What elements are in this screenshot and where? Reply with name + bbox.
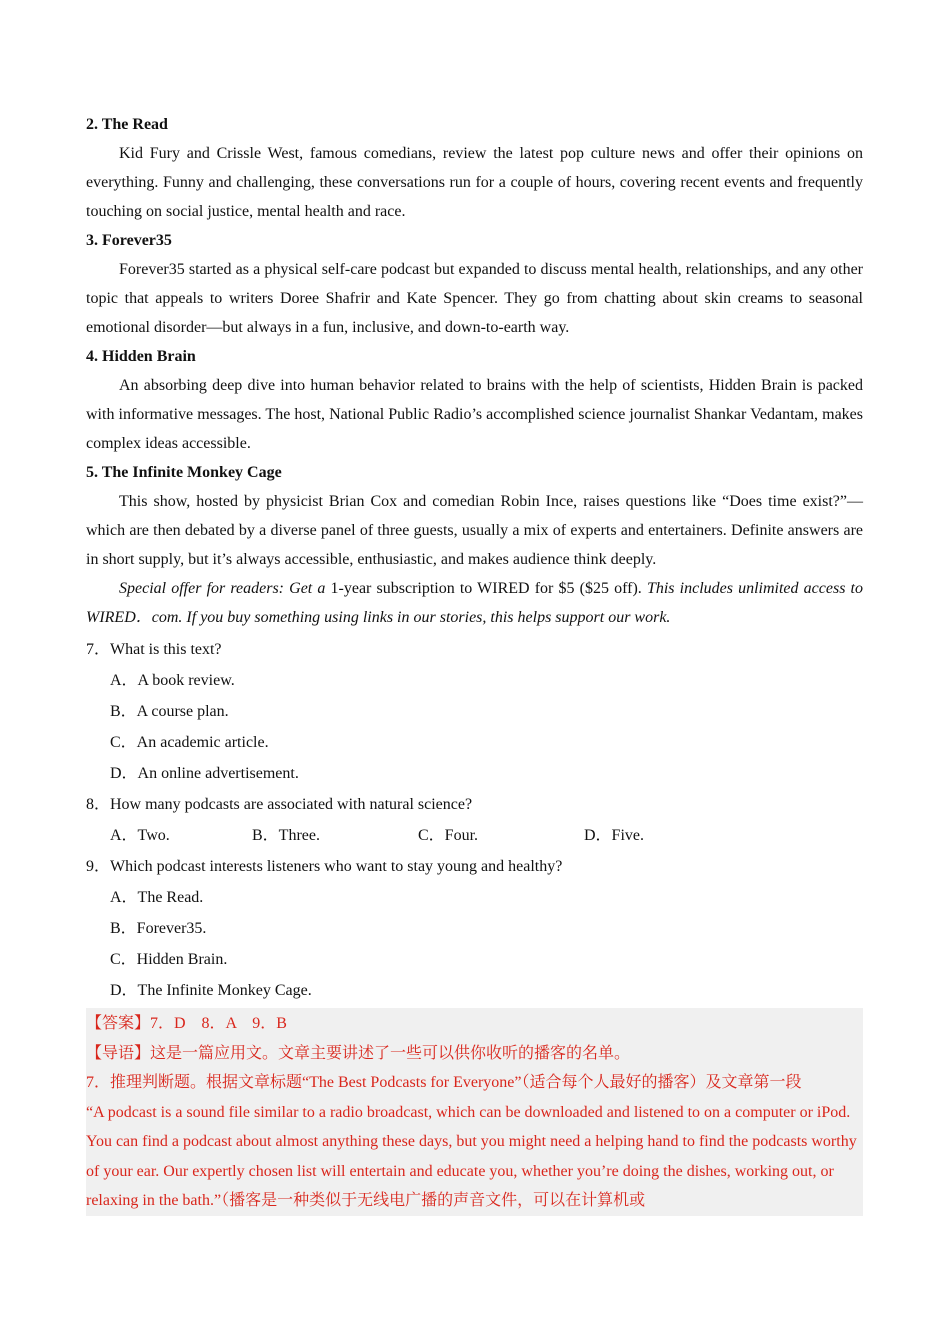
q7-option-d: D．An online advertisement.: [110, 765, 299, 782]
q8-option-d: D．Five.: [584, 827, 645, 844]
explanation-line-1: 7．推理判断题。根据文章标题“The Best Podcasts for Everyone”（适合每个人最好的播客）及文章第一段: [86, 1074, 802, 1091]
answer-box: [86, 1008, 863, 1216]
section-title-forever35: 3. Forever35: [86, 232, 172, 249]
section-body-infinite-monkey-cage: This show, hosted by physicist Brian Cox and comedian Robin Ince, raises questions like “Does time exist?”—which are then debated by a diverse panel of three guests, usually a mix of experts and entertainers. Definite answers are in short supply, but it’s always accessible, enthusiastic, and makes audience think deeply.: [86, 493, 863, 568]
guide-line: 【导语】这是一篇应用文。文章主要讲述了一些可以供你收听的播客的名单。: [86, 1044, 631, 1062]
question-9: 9．Which podcast interests listeners who want to stay young and healthy?: [86, 858, 563, 875]
offer-part1: Special offer for readers: Get a: [119, 580, 331, 597]
q8-options-row: [110, 820, 863, 851]
section-body-the-read: Kid Fury and Crissle West, famous comedians, review the latest pop culture news and offer their opinions on everything. Funny and challenging, these conversations run for a couple of hours, covering recent events and frequently touching on social justice, mental health and race.: [86, 145, 863, 220]
q8-option-a: A．Two.: [110, 827, 170, 844]
section-body-hidden-brain: An absorbing deep dive into human behavior related to brains with the help of scientists, Hidden Brain is packed with informative messages. The host, National Public Radio’s accomplished science journalist Shankar Vedantam, makes complex ideas accessible.: [86, 377, 863, 452]
offer-part3: This includes unlimited access to WIRED．com. If you buy something using links in our stories, this helps support our work.: [86, 580, 864, 626]
q7-option-c: C．An academic article.: [110, 734, 269, 751]
q9-option-a: A．The Read.: [110, 889, 204, 906]
section-body-forever35: Forever35 started as a physical self-care podcast but expanded to discuss mental health, relationships, and any other topic that appeals to writers Doree Shafrir and Kate Spencer. They go from chatting about skin creams to seasonal emotional disorder—but always in a fun, inclusive, and down-to-earth way.: [86, 261, 863, 336]
q9-option-d: D．The Infinite Monkey Cage.: [110, 982, 312, 999]
section-title-infinite-monkey-cage: 5. The Infinite Monkey Cage: [86, 464, 282, 481]
question-8: 8．How many podcasts are associated with natural science?: [86, 796, 473, 813]
q8-option-b: B．Three.: [252, 827, 320, 844]
document-page: [86, 110, 863, 1216]
special-offer: [86, 574, 863, 632]
q7-option-b: B．A course plan.: [110, 703, 229, 720]
section-title-hidden-brain: 4. Hidden Brain: [86, 348, 196, 365]
question-7: 7．What is this text?: [86, 641, 222, 658]
q9-option-b: B．Forever35.: [110, 920, 207, 937]
q8-option-c: C．Four.: [418, 827, 479, 844]
explanation-body: “A podcast is a sound file similar to a radio broadcast, which can be downloaded and listened to on a computer or iPod. You can find a podcast about almost anything these days, but you might need a helping hand to find the podcasts worthy of your ear. Our expertly chosen list will entertain and educate you, whether you’re doing the dishes, working out, or relaxing in the bath.”（播客是一种类似于无线电广播的声音文件，可以在计算机或: [86, 1103, 857, 1209]
offer-part2: 1-year subscription to WIRED for $5 ($25 off).: [330, 580, 647, 597]
answer-line: 【答案】7．D 8．A 9．B: [86, 1015, 287, 1032]
q7-option-a: A．A book review.: [110, 672, 235, 689]
section-title-the-read: 2. The Read: [86, 116, 168, 133]
q9-option-c: C．Hidden Brain.: [110, 951, 228, 968]
